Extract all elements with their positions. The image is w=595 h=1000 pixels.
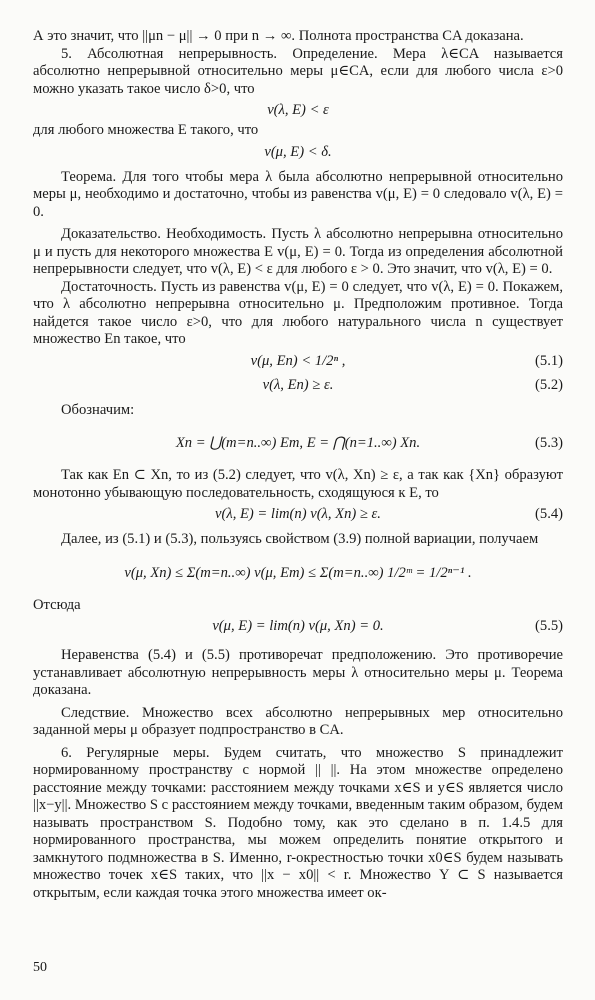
equation-sum: v(μ, Xn) ≤ Σ(m=n..∞) v(μ, Em) ≤ Σ(m=n..∞) 1/2ᵐ = 1/2ⁿ⁻¹ . <box>124 564 472 581</box>
proof-sufficiency: Достаточность. Пусть из равенства v(μ, E) = 0 следует, что v(λ, E) = 0. Покажем, что λ абсолютно непрерывна относительно μ. Предположим противное. Тогда найдется такое число ε>0, что для любого натурального числа n существует множество En такое, что <box>33 278 563 347</box>
text-line: Обозначим: <box>61 401 135 418</box>
equation-5-4: v(λ, E) = lim(n) v(λ, Xn) ≥ ε. (5.4) <box>215 506 563 522</box>
section-6-intro: 6. Регулярные меры. Будем считать, что множество S принадлежит нормированному пространству с нормой || ||. На этом множестве определено расстояние между точками: расстоянием между точками x∈S и y∈S является число ||x−y||. Множество S с расстоянием между точками, введенным таким образом, будем называть пространством S. Подобно тому, как это сделано в п. 1.4.5 для нормированного пространства, мы можем определить понятие открытого и замкнутого подмножества в S. Именно, r-окрестностью точки x0∈S будем называть множество точек x∈S таких, что ||x − x0|| < r. Множество Y ⊂ S называется открытым, если каждая точка этого множества имеет ок- <box>33 744 563 901</box>
theorem: Теорема. Для того чтобы мера λ была абсолютно непрерывной относительно меры μ, необходимо и достаточно, чтобы из равенства v(μ, E) = 0 следовало v(λ, E) = 0. <box>33 168 563 220</box>
text-line: А это значит, что ||μn − μ|| → 0 при n → ∞. Полнота пространства CA доказана. <box>33 28 524 44</box>
page-body <box>33 28 563 902</box>
equation: v(λ, E) < ε <box>267 102 329 118</box>
corollary: Следствие. Множество всех абсолютно непрерывных мер относительно заданной меры μ образует подпространство в CA. <box>33 704 563 738</box>
equation-5-3: Xn = ⋃(m=n..∞) Em, E = ⋂(n=1..∞) Xn. (5.3) <box>175 435 563 451</box>
equation: v(μ, E) < δ. <box>264 143 332 160</box>
text-line: Отсюда <box>33 596 81 613</box>
text-paragraph: Далее, из (5.1) и (5.3), пользуясь свойством (3.9) полной вариации, получаем <box>61 531 539 547</box>
page-number: 50 <box>33 960 47 975</box>
equation-5-1: v(μ, En) < 1/2ⁿ , (5.1) <box>250 352 563 369</box>
text-paragraph: Так как En ⊂ Xn, то из (5.2) следует, что v(λ, Xn) ≥ ε, а так как {Xn} образуют монотонно убывающую последовательность, сходящуюся к E, то <box>33 467 563 501</box>
equation-5-2: v(λ, En) ≥ ε. (5.2) <box>262 376 563 393</box>
proof-necessity: Доказательство. Необходимость. Пусть λ абсолютно непрерывна относительно μ и пусть для некоторого множества E v(μ, E) = 0. Тогда из определения абсолютной непрерывности следует, что v(λ, E) < ε для любого ε > 0. Это значит, что v(λ, E) = 0. <box>33 226 563 277</box>
text-paragraph: Неравенства (5.4) и (5.5) противоречат предположению. Это противоречие устанавливает абсолютную непрерывность меры λ относительно меры μ. Теорема доказана. <box>33 647 563 698</box>
section-5-intro: 5. Абсолютная непрерывность. Определение. Мера λ∈CA называется абсолютно непрерывной относительно меры μ∈CA, если для любого числа ε>0 можно указать такое число δ>0, что <box>33 45 563 97</box>
text-line: для любого множества E такого, что <box>33 122 259 138</box>
equation-5-5: v(μ, E) = lim(n) v(μ, Xn) = 0. (5.5) <box>212 618 563 634</box>
